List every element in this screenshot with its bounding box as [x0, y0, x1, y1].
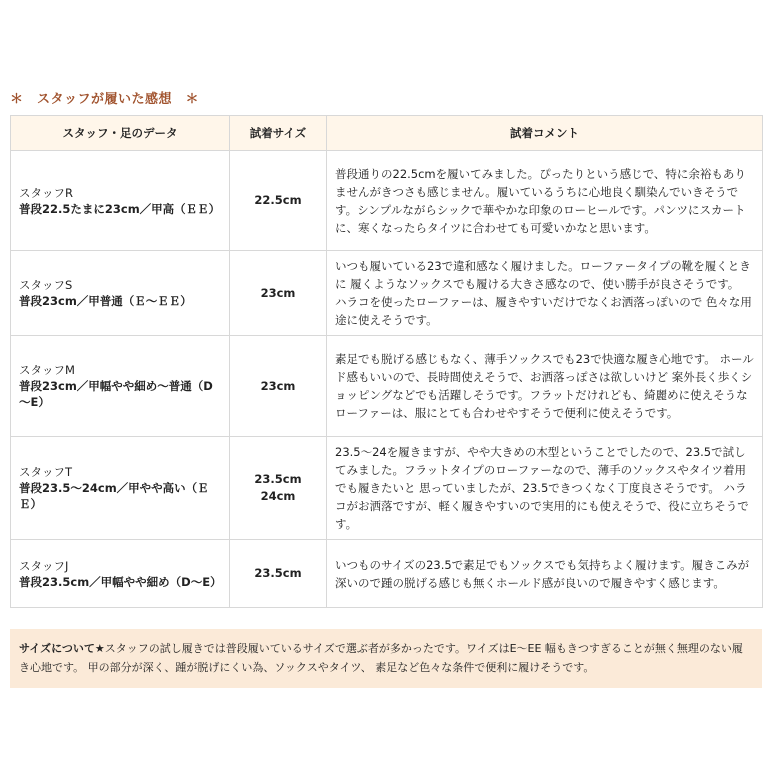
header-fitting-comment: 試着コメント [327, 116, 763, 151]
size-value: 24cm [260, 489, 296, 503]
table-row [11, 437, 763, 540]
staff-cell [11, 151, 230, 251]
staff-name: スタッフJ [19, 558, 69, 573]
staff-name: スタッフT [19, 465, 73, 479]
comment-cell: 素足でも脱げる感じもなく、薄手ソックスでも23で快適な履き心地です。 ホールド感もいいので、長時間使えそうで、お洒落っぽさは欲しいけど 案外長く歩くショッピングなどでも活躍しそうです。フラットだけれども、綺麗めに使えそうなローファーは、服にとても合わせやすそうで便利に使えそうです。 [327, 336, 763, 437]
size-value: 23cm [260, 285, 296, 300]
foot-data: 普段22.5たまに23cm／甲高（ＥＥ） [19, 201, 221, 216]
size-note [10, 629, 762, 688]
foot-data: 普段23.5cm／甲幅やや細め（D～E） [19, 574, 222, 589]
header-fitting-size: 試着サイズ [230, 116, 327, 151]
comment-cell: いつものサイズの23.5で素足でもソックスでも気持ちよく履けます。履きこみが深いので踵の脱げる感じも無くホールド感が良いので履きやすく感じます。 [327, 540, 763, 608]
size-cell [230, 437, 327, 540]
table-header-row [11, 116, 763, 151]
table-row [11, 251, 763, 336]
foot-data: 普段23.5～24cm／甲やや高い（ＥＥ） [19, 481, 209, 511]
size-cell [230, 251, 327, 336]
size-value: 22.5cm [254, 193, 302, 207]
staff-name: スタッフM [19, 363, 75, 377]
foot-data: 普段23cm／甲幅やや細め～普通（D～E） [19, 379, 213, 409]
staff-name: スタッフS [19, 278, 73, 292]
staff-review-table [10, 115, 763, 608]
size-note-label: サイズについて★ [19, 642, 105, 655]
staff-cell [11, 437, 230, 540]
staff-cell [11, 336, 230, 437]
comment-cell: 23.5～24を履きますが、やや大きめの木型ということでしたので、23.5で試してみました。フラットタイプのローファーなので、薄手のソックスやタイツ着用でも履きたいと 思っていましたが、23.5できつくなく丁度良さそうです。 ハラコがお洒落ですが、軽く履きやすいので実用的にも使えそうで、役に立ちそうです。 [327, 437, 763, 540]
size-cell [230, 151, 327, 251]
table-row [11, 336, 763, 437]
size-cell [230, 336, 327, 437]
staff-name: スタッフR [19, 185, 73, 200]
size-value: 23.5cm [254, 566, 302, 580]
table-row [11, 151, 763, 251]
size-value: 23.5cm [254, 472, 302, 486]
table-row [11, 540, 763, 608]
size-value: 23cm [260, 378, 296, 393]
size-note-text: スタッフの試し履きでは普段履いているサイズで選ぶ者が多かったです。ワイズはE～EE 幅もきつすぎることが無く無理のない履き心地です。 甲の部分が深く、踵が脱げにくい為、ソックスやタイツ、 素足など色々な条件で便利に履けそうです。 [19, 642, 743, 674]
foot-data: 普段23cm／甲普通（Ｅ～ＥＥ） [19, 294, 192, 308]
size-cell [230, 540, 327, 608]
header-staff-data: スタッフ・足のデータ [11, 116, 230, 151]
staff-cell [11, 251, 230, 336]
comment-cell: 普段通りの22.5cmを履いてみました。ぴったりという感じで、特に余裕もありませんがきつさも感じません。履いているうちに心地良く馴染んでいきそうです。シンプルながらシックで華やかな印象のローヒールです。パンツにスカートに、寒くなったらタイツに合わせても可愛いかなと思います。 [327, 151, 763, 251]
comment-cell: いつも履いている23で違和感なく履けました。ローファータイプの靴を履くときに 履くようなソックスでも履ける大きさ感なので、使い勝手が良さそうです。 ハラコを使ったローファーは、履きやすいだけでなくお洒落っぽいので 色々な用途に使えそうです。 [327, 251, 763, 336]
staff-cell [11, 540, 230, 608]
section-heading: ＊ スタッフが履いた感想 ＊ [10, 92, 200, 107]
